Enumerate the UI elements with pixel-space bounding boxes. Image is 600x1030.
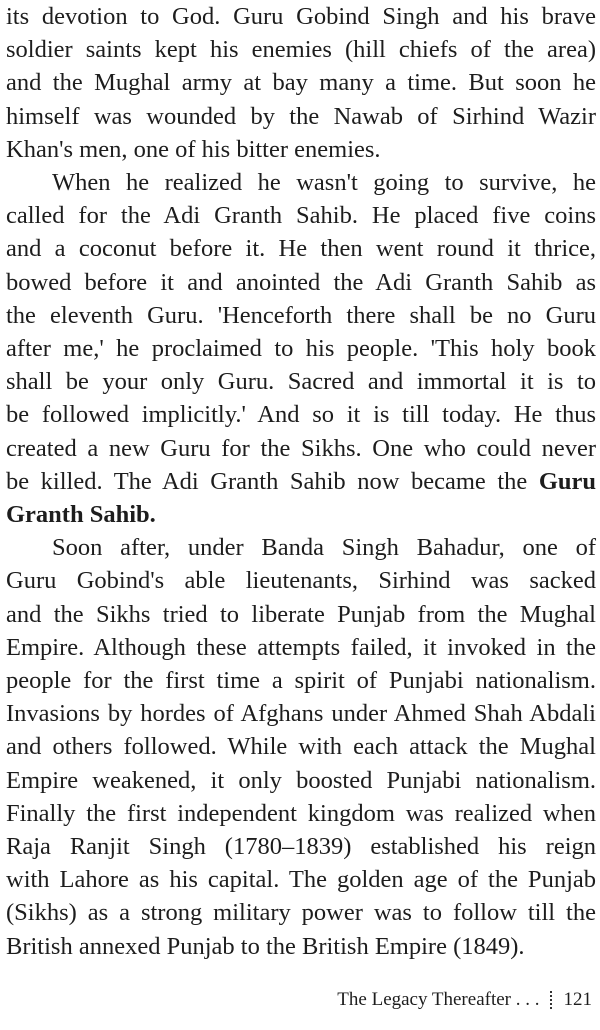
bold-term: Guru [538,467,597,495]
text-line: people for the first time a spirit of Punjabi nationalism. [6,667,596,695]
page-number: 121 [563,989,592,1010]
text-line: and others followed. While with each attack the Mughal [6,733,596,761]
text-segment: be killed. The Adi Granth Sahib now became the [6,467,528,495]
text-line: the eleventh Guru. 'Henceforth there shall be no Guru [6,301,596,329]
bold-term-line: Granth Sahib. [6,501,156,529]
text-line: (Sikhs) as a strong military power was to follow till the [6,899,596,927]
text-line: Empire. Although these attempts failed, it invoked in the [6,633,596,661]
text-line: himself was wounded by the Nawab of Sirhind Wazir [6,102,596,130]
running-title: The Legacy Thereafter . . . [337,989,540,1010]
text-line: be followed implicitly.' And so it is till today. He thus [6,401,596,429]
text-line: Empire weakened, it only boosted Punjabi nationalism. [6,766,596,794]
text-line-with-bold [6,465,596,498]
paragraph-1 [6,0,596,166]
text-line: Raja Ranjit Singh (1780–1839) established his reign [6,833,596,861]
text-line: When he realized he wasn't going to survive, he [52,169,596,197]
text-line: and the Mughal army at bay many a time. But soon he [6,69,596,97]
text-line: Soon after, under Banda Singh Bahadur, one of [52,534,596,562]
text-line: with Lahore as his capital. The golden age of the Punjab [6,866,596,894]
text-line: Finally the first independent kingdom was realized when [6,799,596,827]
text-line: created a new Guru for the Sikhs. One who could never [6,434,596,462]
text-line: and the Sikhs tried to liberate Punjab from the Mughal [6,600,596,628]
body-text [6,0,596,963]
text-line: called for the Adi Granth Sahib. He placed five coins [6,202,596,230]
text-line: Guru Gobind's able lieutenants, Sirhind was sacked [6,567,596,595]
text-line: shall be your only Guru. Sacred and immortal it is to [6,368,596,396]
text-line: its devotion to God. Guru Gobind Singh and his brave [6,3,596,30]
text-line: and a coconut before it. He then went round it thrice, [6,235,596,263]
page-footer [337,980,592,1020]
footer-divider [550,991,554,1009]
text-line: Invasions by hordes of Afghans under Ahmed Shah Abdali [6,700,596,728]
text-line: bowed before it and anointed the Adi Granth Sahib as [6,268,596,296]
text-line: Khan's men, one of his bitter enemies. [6,135,381,163]
paragraph-3 [6,531,596,963]
text-line: soldier saints kept his enemies (hill chiefs of the area) [6,36,596,64]
text-line: after me,' he proclaimed to his people. 'This holy book [6,335,596,363]
text-line: British annexed Punjab to the British Empire (1849). [6,932,525,960]
paragraph-2 [6,166,596,531]
